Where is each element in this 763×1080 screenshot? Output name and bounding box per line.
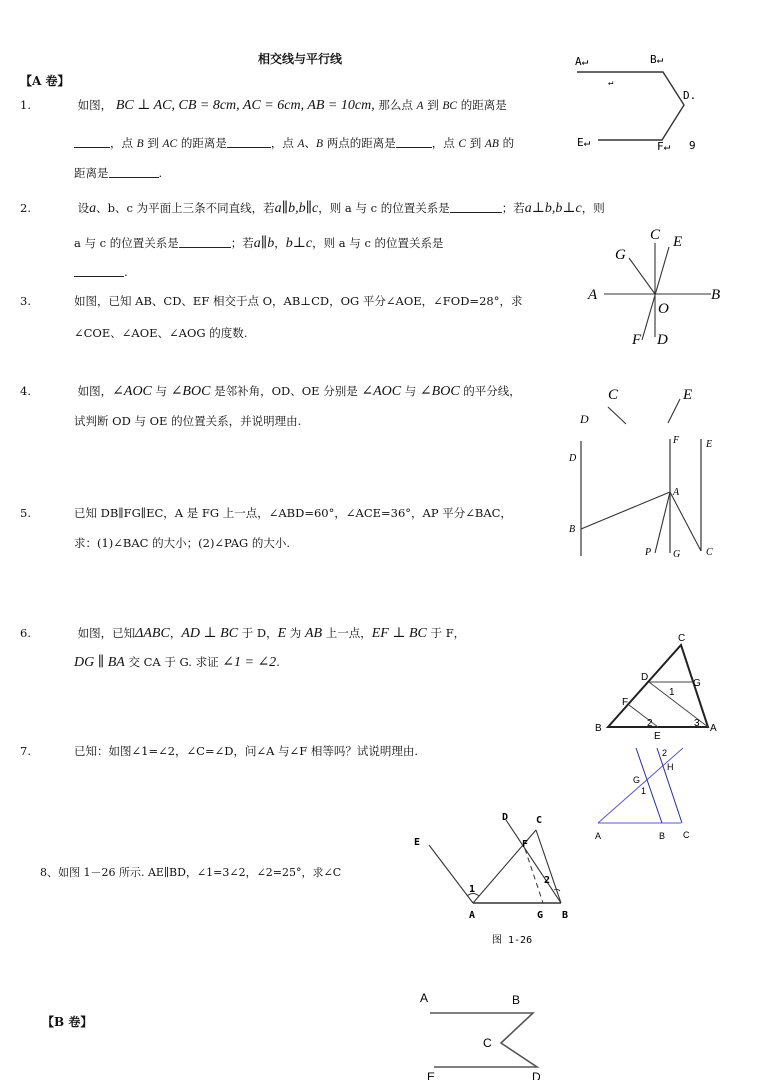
- fig-label: E: [673, 234, 683, 250]
- question-5-line-2: 求：(1)∠BAC 的大小；(2)∠PAG 的大小.: [74, 536, 291, 550]
- section-a-heading: 【A 卷】: [20, 74, 70, 88]
- section-b-heading: 【B 卷】: [42, 1015, 93, 1029]
- ray-oc: [608, 407, 626, 424]
- answer-blank[interactable]: [74, 135, 110, 148]
- fig-label: G: [537, 910, 544, 921]
- question-6-line-2: DG ∥ BA 交 CA 于 G. 求证 ∠1 = ∠2.: [74, 655, 280, 670]
- answer-blank[interactable]: [179, 235, 231, 248]
- question-5-line-1: 5. 已知 DB∥FG∥EC，A 是 FG 上一点，∠ABD=60°，∠ACE=36°，AP 平分∠BAC，: [20, 506, 512, 520]
- fig-label: 9: [689, 139, 696, 152]
- fig-label: F↵: [657, 140, 671, 153]
- figure-5-diagram: [560, 375, 720, 570]
- question-2-line-2: a 与 c 的位置关系是 ；若a∥b，b⊥c，则 a 与 c 的位置关系是: [74, 236, 444, 251]
- fig-label: E: [706, 439, 713, 450]
- fig-label: G: [673, 549, 681, 560]
- fig-label: D.: [683, 89, 697, 102]
- fig-label: E: [414, 837, 421, 848]
- fig-label: B: [512, 993, 521, 1007]
- fig-label: A: [710, 723, 717, 734]
- fig-label: 2: [647, 718, 653, 729]
- question-4-line-1: 4. 如图，∠AOC 与 ∠BOC 是邻补角，OD、OE 分别是 ∠AOC 与 ∠BOC 的平分线，: [20, 384, 521, 399]
- figure-1-diagram: [565, 45, 745, 160]
- fig-label: A: [420, 991, 429, 1005]
- segment-ab: [581, 492, 670, 529]
- fig-label: 2: [662, 748, 668, 758]
- figure-7-diagram: [590, 742, 710, 847]
- fig-label: P: [645, 547, 652, 558]
- figure-caption: 图 1-26: [492, 935, 533, 946]
- fig-label: F: [673, 435, 680, 446]
- fig-label: D: [569, 453, 577, 464]
- question-8-line-1: 8、如图 1－26 所示. AE∥BD，∠1=3∠2，∠2=25°，求∠C: [40, 866, 342, 879]
- figure-1-path: [577, 72, 684, 140]
- fig-label: D: [502, 812, 509, 823]
- fig-label: ↵: [608, 78, 614, 88]
- fig-label: 2: [544, 875, 551, 886]
- fig-label: C: [683, 830, 690, 840]
- fig-label: D: [657, 332, 668, 348]
- question-3-line-2: ∠COE、∠AOE、∠AOG 的度数.: [74, 326, 248, 340]
- fig-label: 1: [669, 687, 675, 698]
- fig-label: D: [641, 672, 649, 683]
- fig-label: G: [615, 247, 626, 263]
- fig-label: B: [562, 910, 569, 921]
- question-1-line-2: ，点 B 到 AC 的距离是 ，点 A、B 两点的距离是 ，点 C 到 AB 的: [74, 135, 514, 151]
- fig-label: C: [536, 815, 543, 826]
- fig-label: F: [632, 332, 642, 348]
- page-title: 相交线与平行线: [257, 52, 342, 66]
- figure-3-diagram: [580, 225, 730, 350]
- fig-label: E↵: [577, 136, 591, 149]
- question-6-line-1: 6. 如图，已知ΔABC，AD ⊥ BC 于 D，E 为 AB 上一点，EF ⊥ BC 于 F，: [20, 626, 466, 641]
- figure-9-diagram: [415, 985, 555, 1080]
- fig-label: E: [683, 387, 693, 403]
- fig-label: C: [608, 387, 619, 403]
- answer-blank[interactable]: [74, 264, 124, 277]
- segment-ac: [670, 492, 701, 551]
- fig-label: 1: [469, 884, 476, 895]
- fig-label: C: [650, 227, 661, 243]
- ray-og: [629, 258, 655, 294]
- fig-label: A: [595, 831, 602, 841]
- fig-label: A: [588, 287, 598, 303]
- question-3-line-1: 3. 如图，已知 AB、CD、EF 相交于点 O，AB⊥CD，OG 平分∠AOE，∠FOD=28°，求: [20, 294, 523, 308]
- fig-label: F: [622, 697, 629, 708]
- fig-label: 3: [694, 718, 700, 729]
- fig-label: B↵: [650, 53, 664, 66]
- fig-label: 1: [641, 786, 647, 796]
- fig-label: A: [469, 910, 476, 921]
- question-2-line-1: 2. 设a、b、c 为平面上三条不同直线，若a∥b,b∥c，则 a 与 c 的位置关系是 ；若a⊥b,b⊥c，则: [20, 201, 605, 216]
- question-2-line-3: .: [74, 264, 128, 279]
- fig-label: G: [693, 678, 701, 689]
- fig-label: E: [654, 731, 661, 740]
- fig-label: A: [673, 487, 680, 498]
- question-4-line-2: 试判断 OD 与 OE 的位置关系，并说明理由.: [74, 414, 302, 428]
- answer-blank[interactable]: [109, 165, 159, 178]
- fig-label: B: [711, 287, 721, 303]
- math-expression: BC ⊥ AC, CB = 8cm, AC = 6cm, AB = 10cm,: [115, 98, 375, 113]
- question-number: 1.: [20, 98, 31, 112]
- fig-label: A↵: [575, 55, 589, 68]
- answer-blank[interactable]: [450, 200, 502, 213]
- fig-label: F: [522, 839, 529, 850]
- fig-label: C: [483, 1036, 492, 1050]
- question-7-line-1: 7. 已知：如图∠1=∠2，∠C=∠D，问∠A 与∠F 相等吗？试说明理由.: [20, 744, 418, 758]
- figure-8-diagram: [405, 805, 580, 950]
- ray-ae: [429, 845, 476, 903]
- fig-label: G: [633, 775, 641, 785]
- answer-blank[interactable]: [227, 135, 271, 148]
- fig-label: E: [427, 1070, 436, 1080]
- question-1-line-1: 1. 如图， BC ⊥ AC, CB = 8cm, AC = 6cm, AB = 10cm, 那么点 A 到 BC 的距离是: [0, 97, 507, 114]
- answer-blank[interactable]: [396, 135, 432, 148]
- question-1-line-3: 距离是 .: [74, 166, 163, 180]
- fig-label: H: [667, 762, 674, 772]
- segment-fe: [629, 705, 658, 727]
- fig-label: B: [659, 831, 666, 841]
- fig-label: D: [580, 412, 589, 426]
- fig-label: B: [569, 524, 576, 535]
- fig-label: C: [678, 633, 686, 644]
- ray-oe: [668, 399, 680, 423]
- figure-6-diagram: [590, 625, 760, 740]
- fig-label: C: [706, 547, 713, 558]
- segment-ap: [655, 492, 670, 553]
- dashed-fg: [525, 849, 543, 903]
- fig-label: O: [658, 301, 669, 317]
- fig-label: B: [595, 723, 602, 734]
- fig-label: D: [532, 1070, 541, 1080]
